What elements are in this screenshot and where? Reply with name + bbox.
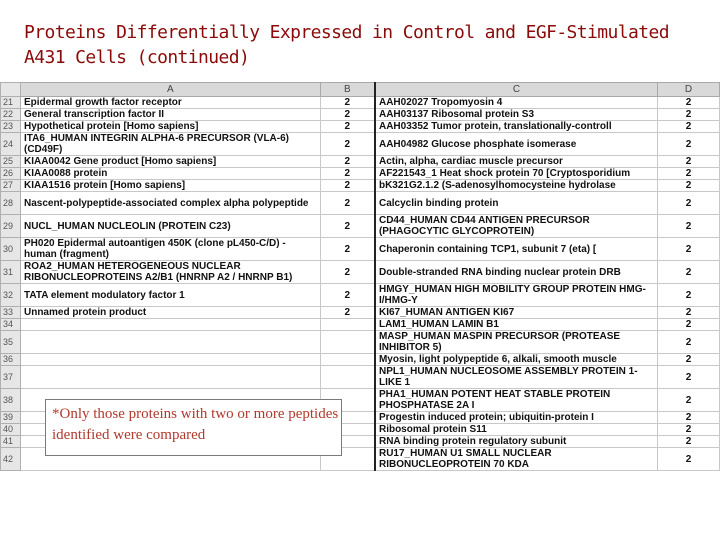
row-number: 32 <box>1 284 21 307</box>
cell-count-d: 2 <box>658 319 720 331</box>
cell-count-b: 2 <box>320 180 375 192</box>
row-number: 21 <box>1 97 21 109</box>
row-number: 29 <box>1 215 21 238</box>
cell-count-b: 2 <box>320 133 375 156</box>
row-number: 27 <box>1 180 21 192</box>
cell-count-b <box>320 319 375 331</box>
cell-protein-a: NUCL_HUMAN NUCLEOLIN (PROTEIN C23) <box>20 215 320 238</box>
cell-protein-a: ROA2_HUMAN HETEROGENEOUS NUCLEAR RIBONUCLEOPROTEINS A2/B1 (HNRNP A2 / HNRNP B1) <box>20 261 320 284</box>
cell-count-d: 2 <box>658 238 720 261</box>
cell-count-d: 2 <box>658 284 720 307</box>
cell-count-d: 2 <box>658 448 720 471</box>
cell-count-d: 2 <box>658 436 720 448</box>
cell-protein-c: NPL1_HUMAN NUCLEOSOME ASSEMBLY PROTEIN 1-LIKE 1 <box>375 366 658 389</box>
table-row <box>1 284 720 307</box>
cell-protein-a: KIAA1516 protein [Homo sapiens] <box>20 180 320 192</box>
table-row <box>1 121 720 133</box>
cell-count-d: 2 <box>658 97 720 109</box>
slide-title-line-2: A431 Cells (continued) <box>24 47 250 68</box>
cell-protein-c: Calcyclin binding protein <box>375 192 658 215</box>
cell-protein-c: Double-stranded RNA binding nuclear protein DRB <box>375 261 658 284</box>
table-row <box>1 133 720 156</box>
row-number: 39 <box>1 412 21 424</box>
column-header-c: C <box>375 83 658 97</box>
row-number: 33 <box>1 307 21 319</box>
row-number: 30 <box>1 238 21 261</box>
row-number: 42 <box>1 448 21 471</box>
cell-protein-c: Chaperonin containing TCP1, subunit 7 (eta) [ <box>375 238 658 261</box>
cell-protein-a: Unnamed protein product <box>20 307 320 319</box>
cell-protein-c: Progestin induced protein; ubiquitin-protein I <box>375 412 658 424</box>
cell-protein-a <box>20 319 320 331</box>
table-row <box>1 366 720 389</box>
cell-count-b: 2 <box>320 307 375 319</box>
cell-protein-a: KIAA0042 Gene product [Homo sapiens] <box>20 156 320 168</box>
cell-count-b: 2 <box>320 156 375 168</box>
cell-count-b: 2 <box>320 168 375 180</box>
cell-count-d: 2 <box>658 307 720 319</box>
row-number: 25 <box>1 156 21 168</box>
cell-count-b: 2 <box>320 109 375 121</box>
cell-protein-a <box>20 354 320 366</box>
cell-protein-c: CD44_HUMAN CD44 ANTIGEN PRECURSOR (PHAGOCYTIC GLYCOPROTEIN) <box>375 215 658 238</box>
cell-count-b <box>320 354 375 366</box>
column-header-a: A <box>20 83 320 97</box>
cell-count-d: 2 <box>658 133 720 156</box>
cell-count-d: 2 <box>658 366 720 389</box>
cell-count-d: 2 <box>658 261 720 284</box>
table-row <box>1 331 720 354</box>
cell-count-d: 2 <box>658 180 720 192</box>
cell-count-d: 2 <box>658 156 720 168</box>
cell-protein-a: ITA6_HUMAN INTEGRIN ALPHA-6 PRECURSOR (VLA-6) (CD49F) <box>20 133 320 156</box>
cell-protein-a: Nascent-polypeptide-associated complex alpha polypeptide <box>20 192 320 215</box>
row-number: 35 <box>1 331 21 354</box>
table-row <box>1 192 720 215</box>
cell-protein-c: RNA binding protein regulatory subunit <box>375 436 658 448</box>
cell-protein-c: bK321G2.1.2 (S-adenosylhomocysteine hydrolase <box>375 180 658 192</box>
table-row <box>1 319 720 331</box>
cell-count-d: 2 <box>658 412 720 424</box>
cell-count-d: 2 <box>658 121 720 133</box>
cell-count-b: 2 <box>320 192 375 215</box>
slide-title-line-1: Proteins Differentially Expressed in Control and EGF-Stimulated <box>24 22 669 43</box>
row-number: 31 <box>1 261 21 284</box>
cell-count-d: 2 <box>658 331 720 354</box>
column-header-row <box>1 83 720 97</box>
row-number: 23 <box>1 121 21 133</box>
cell-count-d: 2 <box>658 354 720 366</box>
row-number: 40 <box>1 424 21 436</box>
cell-count-d: 2 <box>658 424 720 436</box>
row-number: 38 <box>1 389 21 412</box>
footnote-callout: *Only those proteins with two or more peptides identified were compared <box>45 399 342 456</box>
column-header-b: B <box>320 83 375 97</box>
cell-count-b: 2 <box>320 238 375 261</box>
cell-protein-a: TATA element modulatory factor 1 <box>20 284 320 307</box>
cell-protein-c: Myosin, light polypeptide 6, alkali, smooth muscle <box>375 354 658 366</box>
cell-protein-c: AAH03137 Ribosomal protein S3 <box>375 109 658 121</box>
row-number: 24 <box>1 133 21 156</box>
cell-protein-c: PHA1_HUMAN POTENT HEAT STABLE PROTEIN PHOSPHATASE 2A I <box>375 389 658 412</box>
cell-count-b: 2 <box>320 97 375 109</box>
row-number: 26 <box>1 168 21 180</box>
cell-protein-c: MASP_HUMAN MASPIN PRECURSOR (PROTEASE INHIBITOR 5) <box>375 331 658 354</box>
cell-protein-c: AAH04982 Glucose phosphate isomerase <box>375 133 658 156</box>
cell-protein-a <box>20 366 320 389</box>
table-row <box>1 238 720 261</box>
row-number: 34 <box>1 319 21 331</box>
row-number: 28 <box>1 192 21 215</box>
row-number: 36 <box>1 354 21 366</box>
cell-protein-c: RU17_HUMAN U1 SMALL NUCLEAR RIBONUCLEOPROTEIN 70 KDA <box>375 448 658 471</box>
corner-cell <box>1 83 21 97</box>
cell-protein-c: KI67_HUMAN ANTIGEN KI67 <box>375 307 658 319</box>
table-row <box>1 168 720 180</box>
cell-protein-a <box>20 331 320 354</box>
cell-count-d: 2 <box>658 192 720 215</box>
column-header-d: D <box>658 83 720 97</box>
row-number: 41 <box>1 436 21 448</box>
cell-protein-c: AF221543_1 Heat shock protein 70 [Cryptosporidium <box>375 168 658 180</box>
cell-count-d: 2 <box>658 109 720 121</box>
cell-count-b: 2 <box>320 261 375 284</box>
table-row <box>1 261 720 284</box>
cell-protein-c: AAH03352 Tumor protein, translationally-controll <box>375 121 658 133</box>
table-row <box>1 109 720 121</box>
cell-count-b: 2 <box>320 284 375 307</box>
cell-protein-c: AAH02027 Tropomyosin 4 <box>375 97 658 109</box>
table-row <box>1 307 720 319</box>
table-row <box>1 156 720 168</box>
cell-protein-a: Epidermal growth factor receptor <box>20 97 320 109</box>
row-number: 22 <box>1 109 21 121</box>
cell-count-b: 2 <box>320 121 375 133</box>
table-row <box>1 215 720 238</box>
cell-count-d: 2 <box>658 215 720 238</box>
table-row <box>1 180 720 192</box>
row-number: 37 <box>1 366 21 389</box>
cell-protein-c: Actin, alpha, cardiac muscle precursor <box>375 156 658 168</box>
cell-protein-a: KIAA0088 protein <box>20 168 320 180</box>
cell-count-d: 2 <box>658 168 720 180</box>
cell-count-b <box>320 366 375 389</box>
cell-count-b <box>320 331 375 354</box>
cell-protein-c: LAM1_HUMAN LAMIN B1 <box>375 319 658 331</box>
cell-protein-a: PH020 Epidermal autoantigen 450K (clone pL450-C/D) - human (fragment) <box>20 238 320 261</box>
cell-protein-a: General transcription factor II <box>20 109 320 121</box>
table-row <box>1 97 720 109</box>
cell-count-b: 2 <box>320 215 375 238</box>
cell-protein-c: HMGY_HUMAN HIGH MOBILITY GROUP PROTEIN HMG-I/HMG-Y <box>375 284 658 307</box>
slide-title <box>24 20 714 70</box>
cell-count-d: 2 <box>658 389 720 412</box>
table-row <box>1 354 720 366</box>
cell-protein-a: Hypothetical protein [Homo sapiens] <box>20 121 320 133</box>
cell-protein-c: Ribosomal protein S11 <box>375 424 658 436</box>
